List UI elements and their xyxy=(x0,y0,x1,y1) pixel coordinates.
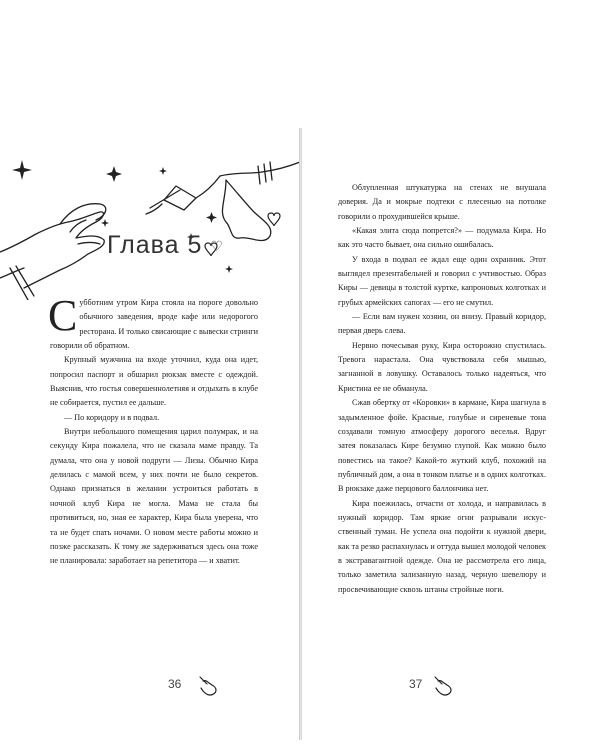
paragraph: Нервно почесывая руку, Кира осторожно спустилась. Тревога нарастала. Она чувствовала себя мышью, загнанной в ловушку. Оставалось только надеяться, что Кристина ее не обманула. xyxy=(338,340,546,393)
chapter-title xyxy=(107,231,224,260)
right-page xyxy=(302,0,600,750)
hands-illustration xyxy=(0,150,300,300)
paragraph: У входа в подвал ее ждал еще один охранник. Этот выглядел презентабельней и говорил с учтивостью. Образ Киры — девицы в толстой куртке, капроновых колготках и грубых армейских сапогах — его не смутил. xyxy=(338,254,546,307)
paragraph xyxy=(48,291,258,353)
paragraph: — По коридору и в подвал. xyxy=(64,412,160,422)
paragraph: «Какая элита сюда попрется?» — подумала Кира. Но как это часто бывает, она сильно ошибалась. xyxy=(338,226,546,250)
paragraph: Крупный мужчина на входе уточнил, куда она идет, попросил паспорт и обшарил рюкзак вместе с одеждой. Выяснив, что гостья совершеннолетняя и отдыхать в клубе не собирается, пустил ее дальше. xyxy=(50,355,258,408)
paragraph: Кира поежилась, отчасти от холода, и направилась в нужный коридор. Там яркие огни разрывали искусственный туман. Не успела она подойти к нужной двери, как та резко распахнулась и оттуда вышел молодой человек в экстравагантной одежде. Она не рассмотрела его лица, только заметила зализанную назад, черную шевелюру и просвечивающие сквозь штаны стройные ноги. xyxy=(338,498,546,594)
left-page-text xyxy=(48,291,258,569)
page-number-right: 37 xyxy=(409,677,423,691)
right-page-text xyxy=(338,181,546,597)
pointing-hand-icon xyxy=(197,675,221,697)
paragraph: — Если вам нужен хозяин, он внизу. Правый коридор, первая дверь слева. xyxy=(338,312,546,336)
pointing-hand-icon xyxy=(432,675,456,697)
heart-icon: ♡ xyxy=(210,237,224,254)
paragraph: Облупленная штукатурка на стенах не внушала доверия. Да и мокрые подтеки с плесенью на потолке говорили о прохудившейся крыше. xyxy=(338,183,546,221)
page-number-left: 36 xyxy=(168,677,182,691)
dropcap: С xyxy=(48,291,78,340)
paragraph-text: убботним утром Кира стояла на пороге довольно обычного заведения, вроде кафе или недорогого ресторана. И только свисающие с вывески стринги говорили об обратном. xyxy=(50,298,258,351)
paragraph: Сжав обертку от «Коровки» в кармане, Кира шагнула в задымленное фойе. Красные, голубые и сиреневые тона создавали томную атмосферу дорогого веселья. Вдруг затея показалась Кире безумно глупой. Как можно было повестись на такое? Какой-то жуткий клуб, похожий на публичный дом, а она в тонком платье и в одних колготках. В рюкзаке даже перцового баллончика нет. xyxy=(338,398,546,494)
chapter-title-text: Глава 5 xyxy=(107,231,203,259)
paragraph: Внутри небольшого помещения царил полумрак, и на секунду Кира пожалела, что не сказала маме правду. Та думала, что она у новой подруги — Лизы. Обычно Кира делилась с мамой всем, у них почти не было секретов. Однако признаться в желании устроиться работать в ночной клуб Кира не могла. Мама не стала бы противиться, но, зная ее характер, Кира была уверена, что та не будет спать ночами. О новом месте работы можно и позже рассказать. К тому же задерживаться здесь она тоже не планировала: заработает на репетитора — и хватит. xyxy=(50,427,258,566)
